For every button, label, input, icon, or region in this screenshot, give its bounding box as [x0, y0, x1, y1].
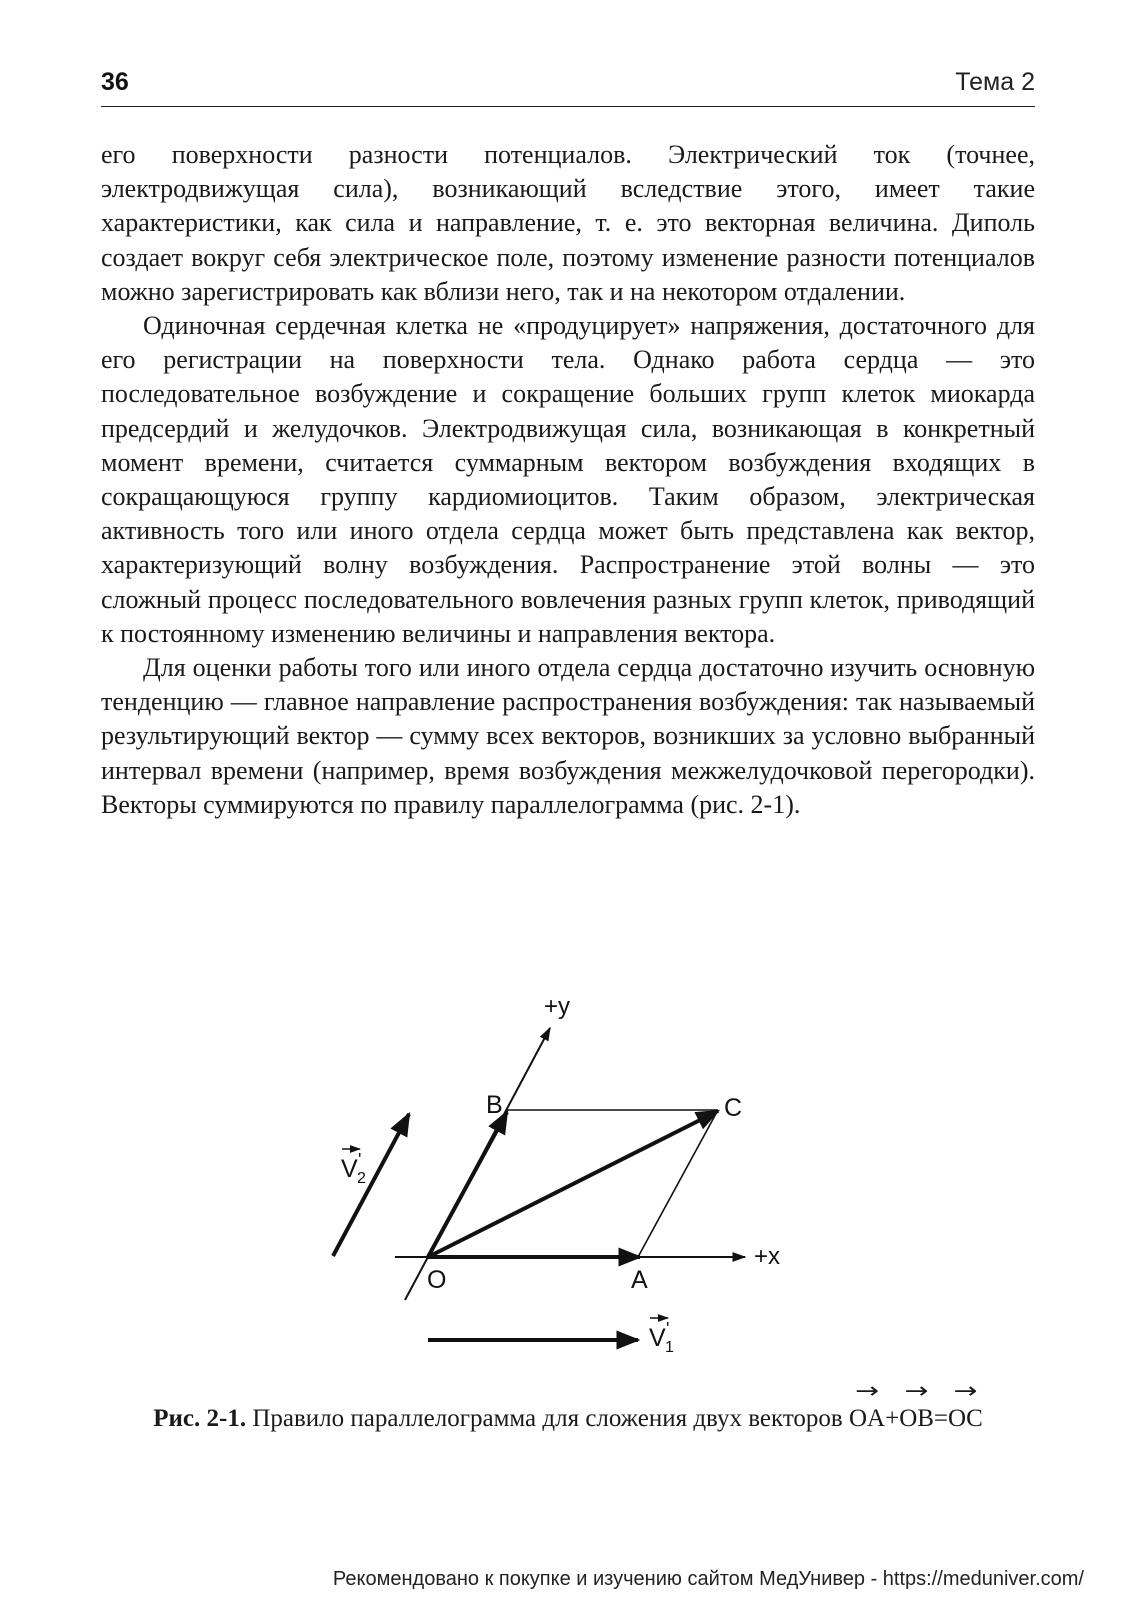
paragraph-1: его поверхности разности потенциалов. Электрический ток (точнее, электродвижущая сила), возникающий вследствие этого, имеет такие характеристики, как сила и направление, т. е. это векторная величина. Диполь создает вокруг себя электрическое поле, поэтому изменение разности потенциалов можно зарегистрировать как вблизи него, так и на некотором отдалении. [101, 140, 1035, 306]
label-v1-sub: 1 [665, 1339, 674, 1356]
caption-text: Правило параллелограмма для сложения двух векторов [252, 1405, 843, 1432]
label-c: C [724, 1094, 743, 1122]
label-plus-y: +y [544, 993, 571, 1020]
label-v1 [649, 1318, 674, 1356]
caption-vector-oc: → OC [948, 1402, 983, 1436]
body-text [101, 138, 1035, 822]
label-v1-prime: ' [666, 1319, 670, 1339]
paragraph-3: Для оценки работы того или иного отдела сердца достаточно изучить основную тенденцию — главное направление распространения возбуждения: так называемый результирующий вектор — сумму всех векторов, возникших за условно выбранный интервал времени (например, время возбуждения межжелудочковой перегородки). Векторы суммируются по правилу параллелограмма (рис. 2-1). [101, 653, 1035, 819]
page-number: 36 [101, 68, 129, 96]
label-plus-x: +x [754, 1243, 781, 1270]
caption-plus: + [885, 1405, 900, 1432]
caption-vector-ob: → OB [899, 1402, 934, 1436]
label-v2-base: V [341, 1155, 358, 1183]
vector-parallelogram-figure [320, 990, 810, 1390]
figure-caption [101, 1402, 1035, 1436]
figure-svg [320, 990, 810, 1390]
label-o: O [427, 1266, 447, 1294]
caption-vector-oa: → OA [849, 1402, 885, 1436]
label-v2-sub: 2 [357, 1170, 366, 1187]
label-v2-prime: ' [358, 1150, 362, 1170]
page-header [101, 66, 1035, 107]
paragraph-2: Одиночная сердечная клетка не «продуцирует» напряжения, достаточного для его регистрации на поверхности тела. Однако работа сердца — это последовательное возбуждение и сокращение больших групп клеток миокарда предсердий и желудочков. Электродвижущая сила, возникающая в конкретный момент времени, считается суммарным вектором возбуждения входящих в сокращающуюся группу кардиомиоцитов. Таким образом, электрическая активность того или иного отдела сердца может быть представлена как вектор, характеризующий волну возбуждения. Распространение этой волны — это сложный процесс последовательного вовлечения разных групп клеток, приводящий к постоянному изменению величины и направления вектора. [101, 311, 1035, 648]
label-b: B [486, 1091, 503, 1119]
label-a: A [631, 1266, 648, 1294]
caption-equals: = [933, 1405, 949, 1432]
label-v1-base: V [649, 1324, 666, 1352]
vector-v2 [333, 1114, 409, 1256]
caption-label: Рис. 2-1. [153, 1405, 247, 1432]
label-v2 [341, 1149, 366, 1187]
section-title: Тема 2 [955, 68, 1035, 96]
vector-oc [428, 1111, 718, 1257]
footer-note: Рекомендовано к покупке и изучению сайтом МедУнивер - https://meduniver.com/ [332, 1568, 1084, 1590]
